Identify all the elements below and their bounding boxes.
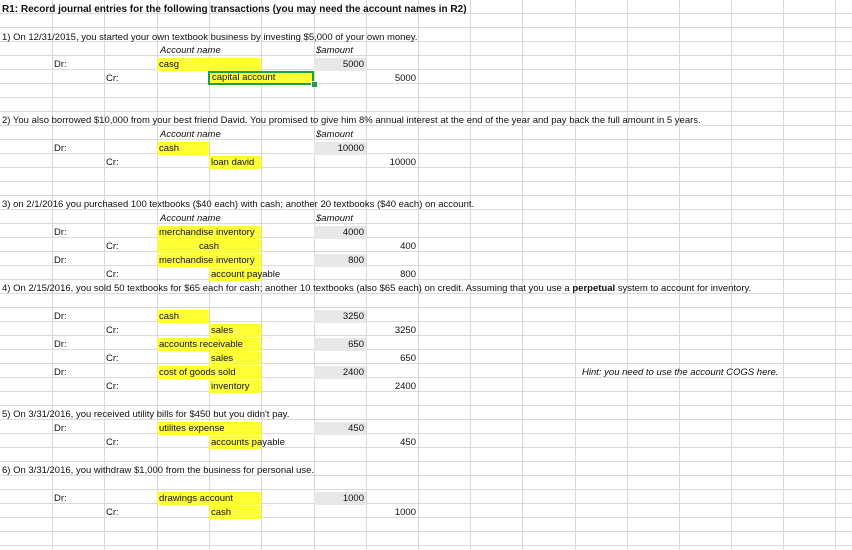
q4-e2-dr-account[interactable]: accounts receivable [157, 338, 261, 351]
grid-row-line [0, 70, 852, 84]
grid-column-line [679, 0, 680, 550]
q6-text[interactable]: 6) On 3/31/2016, you withdraw $1,000 from the business for personal use. [2, 465, 315, 476]
q6-dr-account[interactable]: drawings account [157, 492, 261, 505]
q6-dr-amount[interactable]: 1000 [314, 492, 366, 505]
q1-text[interactable]: 1) On 12/31/2015, you started your own textbook business by investing $5,000 of your own money. [2, 32, 418, 43]
q3-e1-cr-label[interactable]: Cr: [106, 241, 119, 252]
q3-amount-header[interactable]: $amount [316, 213, 353, 224]
q3-e1-dr-label[interactable]: Dr: [54, 227, 67, 238]
grid-column-line [731, 0, 732, 550]
grid-row-line [0, 322, 852, 336]
grid-row-line [0, 266, 852, 280]
q3-e1-cr-amount[interactable]: 400 [400, 241, 416, 252]
grid-row-line [0, 154, 852, 168]
grid-column-line [575, 0, 576, 550]
q3-e2-dr-label[interactable]: Dr: [54, 255, 67, 266]
grid-row-line [0, 126, 852, 140]
q2-text[interactable]: 2) You also borrowed $10,000 from your best friend David. You promised to give him 8% annual interest at the end of the year and pay back the full amount in 5 years. [2, 115, 701, 126]
grid-row-line [0, 56, 852, 70]
q5-dr-amount[interactable]: 450 [314, 422, 366, 435]
q6-cr-account[interactable]: cash [209, 506, 261, 519]
grid-row-line [0, 420, 852, 434]
q3-e1-dr-account[interactable]: merchandise inventory [157, 226, 261, 239]
grid-row-line [0, 252, 852, 266]
grid-row-line [0, 84, 852, 98]
grid-row-line [0, 518, 852, 532]
q1-cr-amount[interactable]: 5000 [394, 73, 416, 84]
sheet-title[interactable]: R1: Record journal entries for the following transactions (you may need the account names in R2) [2, 4, 467, 15]
q3-e1-cr-account[interactable]: cash [157, 240, 261, 253]
q4-e3-dr-amount[interactable]: 2400 [314, 366, 366, 379]
q4-e3-dr-label[interactable]: Dr: [54, 367, 67, 378]
grid-column-line [783, 0, 784, 550]
q4-e1-cr-amount[interactable]: 3250 [394, 325, 416, 336]
q4-e3-cr-account[interactable]: inventory [209, 380, 261, 393]
q1-dr-account[interactable]: casg [157, 58, 261, 71]
q4-e2-cr-label[interactable]: Cr: [106, 353, 119, 364]
grid-row-line [0, 168, 852, 182]
q4-text-before: 4) On 2/15/2016, you sold 50 textbooks for $65 each for cash; another 10 textbooks (also $65 each) on credit. Assuming that you use a [2, 283, 573, 294]
q1-dr-amount[interactable]: 5000 [314, 58, 366, 71]
q3-account-name-header[interactable]: Account name [160, 213, 221, 224]
fill-handle[interactable] [311, 81, 318, 88]
grid-row-line [0, 392, 852, 406]
grid-row-line [0, 224, 852, 238]
grid-row-line [0, 140, 852, 154]
q4-text-after: system to account for inventory. [615, 283, 752, 294]
q6-dr-label[interactable]: Dr: [54, 493, 67, 504]
q4-e1-dr-label[interactable]: Dr: [54, 311, 67, 322]
grid-column-line [627, 0, 628, 550]
q5-dr-label[interactable]: Dr: [54, 423, 67, 434]
grid-row-line [0, 210, 852, 224]
q4-e1-dr-amount[interactable]: 3250 [314, 310, 366, 323]
q3-e2-cr-amount[interactable]: 800 [400, 269, 416, 280]
q3-e2-cr-account[interactable]: account payable [211, 269, 281, 280]
q3-e2-dr-amount[interactable]: 800 [314, 254, 366, 267]
q2-cr-account[interactable]: loan david [209, 156, 261, 169]
q1-cr-label[interactable]: Cr: [106, 73, 119, 84]
q2-dr-label[interactable]: Dr: [54, 143, 67, 154]
grid-row-line [0, 336, 852, 350]
q2-amount-header[interactable]: $amount [316, 129, 353, 140]
q5-text[interactable]: 5) On 3/31/2016, you received utility bills for $450 but you didn't pay. [2, 409, 290, 420]
q5-dr-account[interactable]: utilites expense [157, 422, 261, 435]
q4-e1-cr-label[interactable]: Cr: [106, 325, 119, 336]
q6-cr-amount[interactable]: 1000 [394, 507, 416, 518]
q2-account-name-header[interactable]: Account name [160, 129, 221, 140]
q3-text[interactable]: 3) on 2/1/2016 you purchased 100 textbooks ($40 each) with cash; another 20 textbooks ($40 each) on account. [2, 199, 475, 210]
q4-e3-cr-amount[interactable]: 2400 [394, 381, 416, 392]
q4-e2-dr-label[interactable]: Dr: [54, 339, 67, 350]
q5-cr-label[interactable]: Cr: [106, 437, 119, 448]
q4-e2-cr-amount[interactable]: 650 [400, 353, 416, 364]
grid-row-line [0, 98, 852, 112]
q4-text-bold: perpetual [572, 283, 616, 294]
q1-amount-header[interactable]: $amount [316, 45, 353, 56]
grid-row-line [0, 42, 852, 56]
q6-cr-label[interactable]: Cr: [106, 507, 119, 518]
q4-e1-dr-account[interactable]: cash [157, 310, 209, 323]
q3-e2-cr-label[interactable]: Cr: [106, 269, 119, 280]
grid-row-line [0, 532, 852, 546]
q4-e3-dr-account[interactable]: cost of goods sold [157, 366, 261, 379]
grid-row-line [0, 238, 852, 252]
grid-row-line [0, 378, 852, 392]
q5-cr-amount[interactable]: 450 [400, 437, 416, 448]
q2-cr-amount[interactable]: 10000 [389, 157, 416, 168]
q4-e1-cr-account[interactable]: sales [209, 324, 261, 337]
grid-row-line [0, 546, 852, 550]
q1-cr-account-selected-cell[interactable]: capital account [208, 71, 314, 85]
grid-row-line [0, 350, 852, 364]
q2-dr-amount[interactable]: 10000 [314, 142, 366, 155]
grid-row-line [0, 434, 852, 448]
grid-row-line [0, 182, 852, 196]
grid-row-line [0, 504, 852, 518]
grid-row-line [0, 476, 852, 490]
q4-e2-cr-account[interactable]: sales [209, 352, 261, 365]
grid-column-line [470, 0, 471, 550]
grid-column-line [522, 0, 523, 550]
q4-text[interactable] [0, 282, 753, 295]
q2-cr-label[interactable]: Cr: [106, 157, 119, 168]
q4-e2-dr-amount[interactable]: 650 [314, 338, 366, 351]
grid-row-line [0, 490, 852, 504]
grid-column-line [418, 0, 419, 550]
q3-e2-dr-account[interactable]: merchandise inventory [157, 254, 261, 267]
q4-hint[interactable]: Hint: you need to use the account COGS here. [582, 367, 779, 378]
grid-row-line [0, 294, 852, 308]
q4-e3-cr-label[interactable]: Cr: [106, 381, 119, 392]
q2-dr-account[interactable]: cash [157, 142, 209, 155]
grid-row-line [0, 448, 852, 462]
grid-column-line [835, 0, 836, 550]
grid-row-line [0, 14, 852, 28]
q1-account-name-header[interactable]: Account name [160, 45, 221, 56]
q3-e1-dr-amount[interactable]: 4000 [314, 226, 366, 239]
q1-dr-label[interactable]: Dr: [54, 59, 67, 70]
q5-cr-account[interactable]: accounts payable [211, 437, 285, 448]
grid-row-line [0, 308, 852, 322]
